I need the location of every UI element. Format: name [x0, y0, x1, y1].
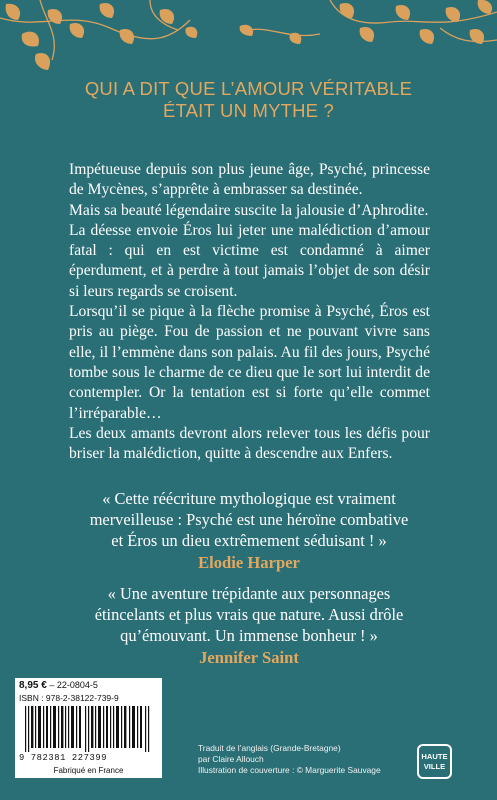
price: 8,95 €: [19, 680, 47, 691]
publisher-logo-line-1: HAUTE: [421, 752, 448, 761]
review-quote-text: « Une aventure trépidante aux personnages étincelants et plus vrais que nature. Aussi drôle qu’émouvant. Un immense bonheur ! »: [94, 584, 404, 645]
product-code: – 22-0804-5: [49, 680, 98, 690]
review-quote-author: Elodie Harper: [198, 553, 300, 572]
barcode-digits: 9 782381 227399: [19, 753, 108, 763]
isbn: ISBN : 978-2-38122-739-9: [19, 693, 119, 703]
decorative-vine-leaves: [0, 0, 497, 80]
publisher-logo-line-2: VILLE: [423, 761, 446, 771]
synopsis-paragraph-5: Les deux amants devront alors relever tous les défis pour briser la malédiction, quitte à descendre aux Enfers.: [69, 424, 430, 463]
review-quote-text: « Cette réécriture mythologique est vraiment merveilleuse : Psyché est une héroïne combative et Éros un dieu extrêmement séduisant ! »: [89, 489, 409, 550]
credits: [198, 743, 381, 776]
synopsis-paragraph-3: La déesse envoie Éros lui jeter une malédiction d’amour fatal : qui en est victime est condamné à aimer éperdument, et à perdre à tout jamais l’objet de son désir si leurs regards se croisent.: [69, 221, 430, 300]
credits-translation: Traduit de l’anglais (Grande-Bretagne): [198, 743, 341, 753]
synopsis-paragraph-1: Impétueuse depuis son plus jeune âge, Psyché, princesse de Mycènes, s’apprête à embrasser sa destinée.: [69, 161, 430, 199]
credits-illustration: Illustration de couverture : © Marguerite Sauvage: [198, 765, 381, 775]
headline-line-2: ÉTAIT UN MYTHE ?: [162, 100, 335, 121]
headline: [0, 78, 497, 122]
synopsis-paragraph-2: Mais sa beauté légendaire suscite la jalousie d’Aphrodite.: [69, 201, 429, 219]
credits-translator: par Claire Allouch: [198, 754, 264, 764]
review-quote-author: Jennifer Saint: [199, 648, 299, 667]
synopsis-paragraph-4: Lorsqu’il se pique à la flèche promise à Psyché, Éros est pris au piège. Fou de passion et ne pouvant vivre sans elle, il l’emmène dans son palais. Au fil des jours, Psyché tombe sous le charme de ce dieu que le sort lui interdit de contempler. Or la tentation est si forte qu’elle commet l’irréparable…: [69, 303, 430, 422]
review-quote-2: [60, 583, 438, 668]
synopsis: [69, 160, 430, 464]
made-in-label: Fabriqué en France: [53, 766, 124, 775]
review-quote-1: [60, 488, 438, 573]
headline-line-1: QUI A DIT QUE L’AMOUR VÉRITABLE: [84, 78, 413, 99]
barcode-image: [21, 706, 157, 752]
publisher-logo: [417, 744, 452, 779]
price-line: [19, 680, 98, 691]
barcode-panel: [15, 678, 162, 778]
